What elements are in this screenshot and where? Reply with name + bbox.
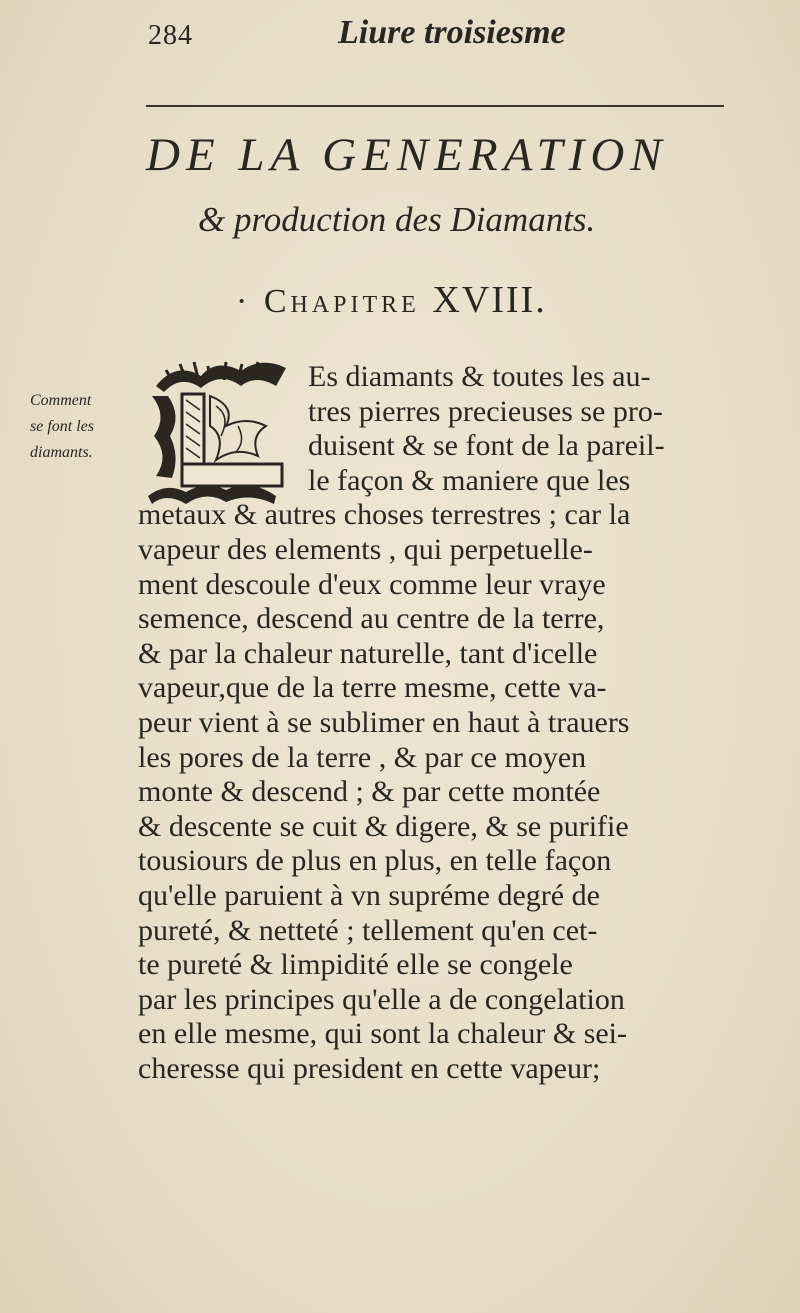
text-line: semence, descend au centre de la terre, [138, 602, 605, 636]
text-line: pureté, & netteté ; tellement qu'en cet- [138, 913, 598, 947]
marginal-note-line: Comment [30, 392, 92, 409]
text-line: & descente se cuit & digere, & se purifie [138, 809, 629, 843]
section-heading: DE LA GENERATION [146, 129, 668, 181]
text-line: vapeur des elements , qui perpetuelle- [138, 532, 593, 566]
marginal-note-line: se font les [30, 418, 94, 435]
page-number: 284 [148, 20, 193, 51]
text-line: par les principes qu'elle a de congelation [138, 982, 625, 1016]
body-text [138, 360, 738, 1086]
text-line: metaux & autres choses terrestres ; car la [138, 498, 631, 532]
text-line: qu'elle paruient à vn supréme degré de [138, 878, 600, 912]
text-line: le façon & maniere que les [308, 463, 631, 497]
text-line: & par la chaleur naturelle, tant d'icelle [138, 636, 598, 670]
text-line: tres pierres precieuses se pro- [308, 394, 663, 428]
running-head [0, 14, 800, 64]
running-title: Liure troisiesme [338, 14, 566, 51]
text-line: duisent & se font de la pareil- [308, 429, 665, 463]
text-line: peur vient à se sublimer en haut à trauers [138, 705, 630, 739]
section-subheading: & production des Diamants. [198, 200, 596, 239]
text-line: tousiours de plus en plus, en telle façon [138, 844, 612, 878]
chapter-word: Chapitre [263, 283, 420, 320]
marginal-note-line: diamants. [30, 444, 93, 461]
text-line: en elle mesme, qui sont la chaleur & sei- [138, 1017, 628, 1051]
text-line: te pureté & limpidité elle se congele [138, 948, 573, 982]
marginal-note [30, 388, 140, 466]
text-line: vapeur,que de la terre mesme, cette va- [138, 671, 607, 705]
chapter-number: XVIII. [432, 279, 547, 321]
text-line: les pores de la terre , & par ce moyen [138, 740, 587, 774]
chapter-heading: · Chapitre XVIII. [236, 279, 547, 321]
header-rule [146, 105, 724, 107]
text-line: ment descoule d'eux comme leur vraye [138, 567, 606, 601]
text-line: monte & descend ; & par cette montée [138, 775, 601, 809]
text-line: cheresse qui president en cette vapeur; [138, 1051, 601, 1085]
text-line: Es diamants & toutes les au- [308, 360, 651, 393]
